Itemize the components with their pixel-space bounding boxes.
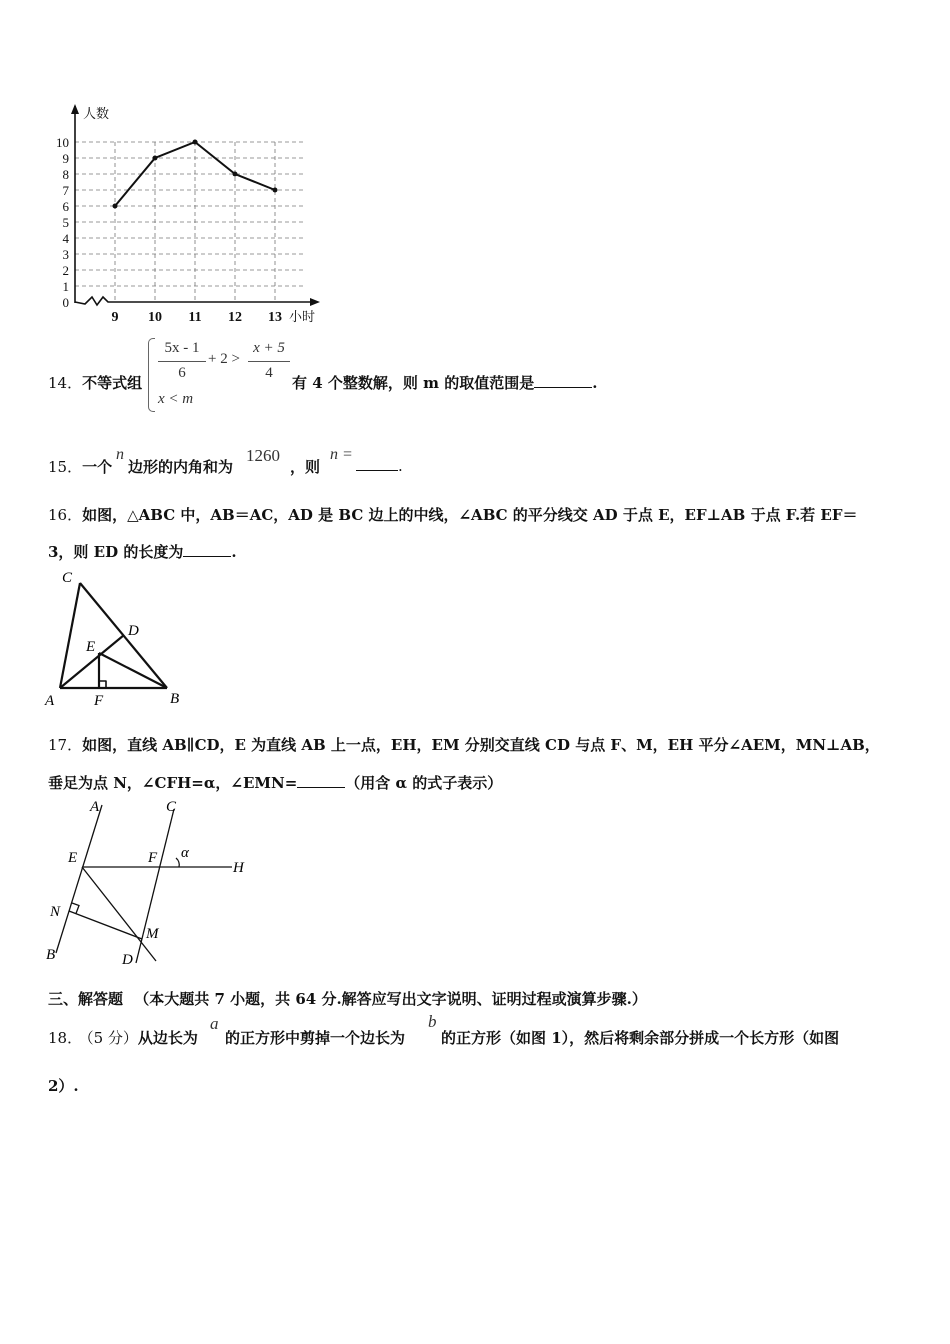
y-axis-arrow [71, 104, 79, 114]
q14-suffix: 有 4 个整数解，则 m 的取值范围是 [292, 374, 535, 392]
label-b: B [46, 947, 56, 963]
question-17-line-1 [48, 734, 880, 755]
y-tick-label: 5 [62, 215, 69, 230]
data-point [113, 204, 118, 209]
q14-answer-blank [534, 373, 592, 388]
q15-answer-blank [356, 456, 398, 471]
q17-line-2-end: （用含 α 的式子表示） [345, 774, 503, 792]
q14-suffix-line [292, 372, 597, 393]
label-d: D [128, 623, 139, 639]
line-ab [56, 805, 102, 953]
y-tick-label: 7 [62, 183, 69, 198]
q17-answer-blank [297, 773, 345, 788]
section-3-title: 三、解答题 [48, 990, 124, 1008]
label-e: E [68, 850, 78, 866]
label-e: E [86, 639, 96, 655]
q14-system-brace [148, 338, 155, 412]
y-tick-label: 4 [62, 231, 69, 246]
q14-frac1-bar [158, 361, 206, 362]
question-17-line-2 [48, 772, 502, 793]
q14-frac2-den: 4 [265, 365, 273, 381]
y-tick-label: 10 [56, 135, 69, 150]
label-b: B [170, 691, 180, 707]
line-em [82, 867, 156, 961]
q15-n-eq: n = [330, 446, 353, 463]
y-tick-label: 2 [62, 263, 69, 278]
q17-line-1: 如图，直线 AB∥CD，E 为直线 AB 上一点，EH，EM 分别交直线 CD 与点 F、M，EH 平分∠AEM，MN⊥AB， [82, 736, 880, 754]
segment-be [99, 653, 167, 688]
q14-frac1-num: 5x - 1 [164, 340, 200, 356]
segment-nm [69, 911, 142, 939]
y-tick-label: 1 [62, 279, 69, 294]
q17-line-2: 垂足为点 N，∠CFH=α，∠EMN= [48, 774, 298, 792]
x-tick-label: 11 [188, 310, 202, 325]
q18-text-1: 从边长为 [137, 1029, 198, 1047]
q18-a: a [210, 1014, 219, 1033]
y-tick-label: 6 [62, 199, 69, 214]
q18-b: b [428, 1012, 437, 1031]
q18-line-2: 2）. [48, 1077, 79, 1095]
question-16-line-1 [48, 504, 857, 525]
data-point [273, 188, 278, 193]
q16-line-1: 如图，△ABC 中，AB＝AC，AD 是 BC 边上的中线，∠ABC 的平分线交 AD 于点 E，EF⊥AB 于点 F.若 EF＝ [82, 506, 858, 524]
section-3-heading [48, 988, 647, 1009]
label-a: A [45, 693, 55, 709]
q16-number: 16． [48, 506, 83, 524]
label-a: A [90, 799, 100, 815]
label-c: C [166, 799, 177, 815]
q15-n: n [116, 446, 124, 463]
q14-second-inequality: x < m [158, 391, 194, 407]
q17-number: 17． [48, 736, 83, 754]
q15-number: 15． [48, 458, 83, 476]
x-tick-label: 12 [228, 310, 242, 325]
label-f: F [94, 693, 104, 709]
label-m: M [146, 926, 159, 942]
q15-text-3: ，则 [290, 458, 321, 476]
question-18-line-1 [48, 1027, 198, 1048]
q14-frac2-num: x + 5 [253, 340, 285, 356]
data-point [233, 172, 238, 177]
label-d: D [122, 952, 133, 968]
section-3-description: （本大题共 7 小题，共 64 分.解答应写出文字说明、证明过程或演算步骤.） [134, 990, 647, 1008]
parallel-lines-figure [40, 795, 260, 975]
chart-ticks [56, 106, 315, 325]
y-tick-label: 0 [62, 295, 69, 310]
q14-end: . [592, 374, 598, 392]
q18-number: 18． [48, 1029, 83, 1047]
q14-frac1-den: 6 [178, 365, 186, 381]
y-tick-label: 3 [62, 247, 69, 262]
label-n: N [50, 904, 61, 920]
y-axis-title: 人数 [83, 107, 110, 122]
label-c: C [62, 570, 73, 586]
label-f: F [148, 850, 158, 866]
chart-axes [71, 104, 320, 306]
chart-grid [75, 142, 305, 302]
label-alpha: α [181, 845, 189, 861]
x-tick-label: 9 [111, 310, 119, 325]
angle-arc-alpha [176, 858, 179, 867]
q18-score: （5 分） [86, 1029, 138, 1047]
segment-ca [60, 583, 80, 688]
q16-line-2: 3，则 ED 的长度为 [48, 543, 184, 561]
q15-value: 1260 [246, 446, 280, 465]
triangle-figure [40, 565, 200, 715]
q18-text-2: 的正方形中剪掉一个边长为 [225, 1029, 406, 1047]
x-axis-arrow [310, 298, 320, 306]
data-point [193, 140, 198, 145]
question-14 [48, 372, 142, 393]
q15-end: . [398, 457, 403, 475]
line-chart [40, 98, 340, 328]
y-tick-label: 9 [62, 151, 69, 166]
y-tick-label: 8 [62, 167, 69, 182]
q16-end: . [231, 543, 237, 561]
question-15 [48, 456, 112, 477]
data-point [153, 156, 158, 161]
q14-plus-gt: + 2 > [208, 351, 240, 367]
q15-text-2: 边形的内角和为 [128, 458, 234, 476]
q15-text-1: 一个 [82, 458, 113, 476]
q14-prefix: 不等式组 [82, 374, 143, 392]
q15-blank-line [356, 456, 403, 475]
question-16-line-2 [48, 541, 237, 562]
x-tick-label: 13 [268, 310, 282, 325]
q14-number: 14． [48, 374, 83, 392]
q14-frac2-bar [248, 361, 290, 362]
q18-text-3: 的正方形（如图 1），然后将剩余部分拼成一个长方形（如图 [441, 1029, 840, 1047]
q16-answer-blank [183, 542, 231, 557]
x-axis-title: 小时 [289, 310, 316, 325]
x-tick-label: 10 [148, 310, 162, 325]
label-h: H [233, 860, 244, 876]
